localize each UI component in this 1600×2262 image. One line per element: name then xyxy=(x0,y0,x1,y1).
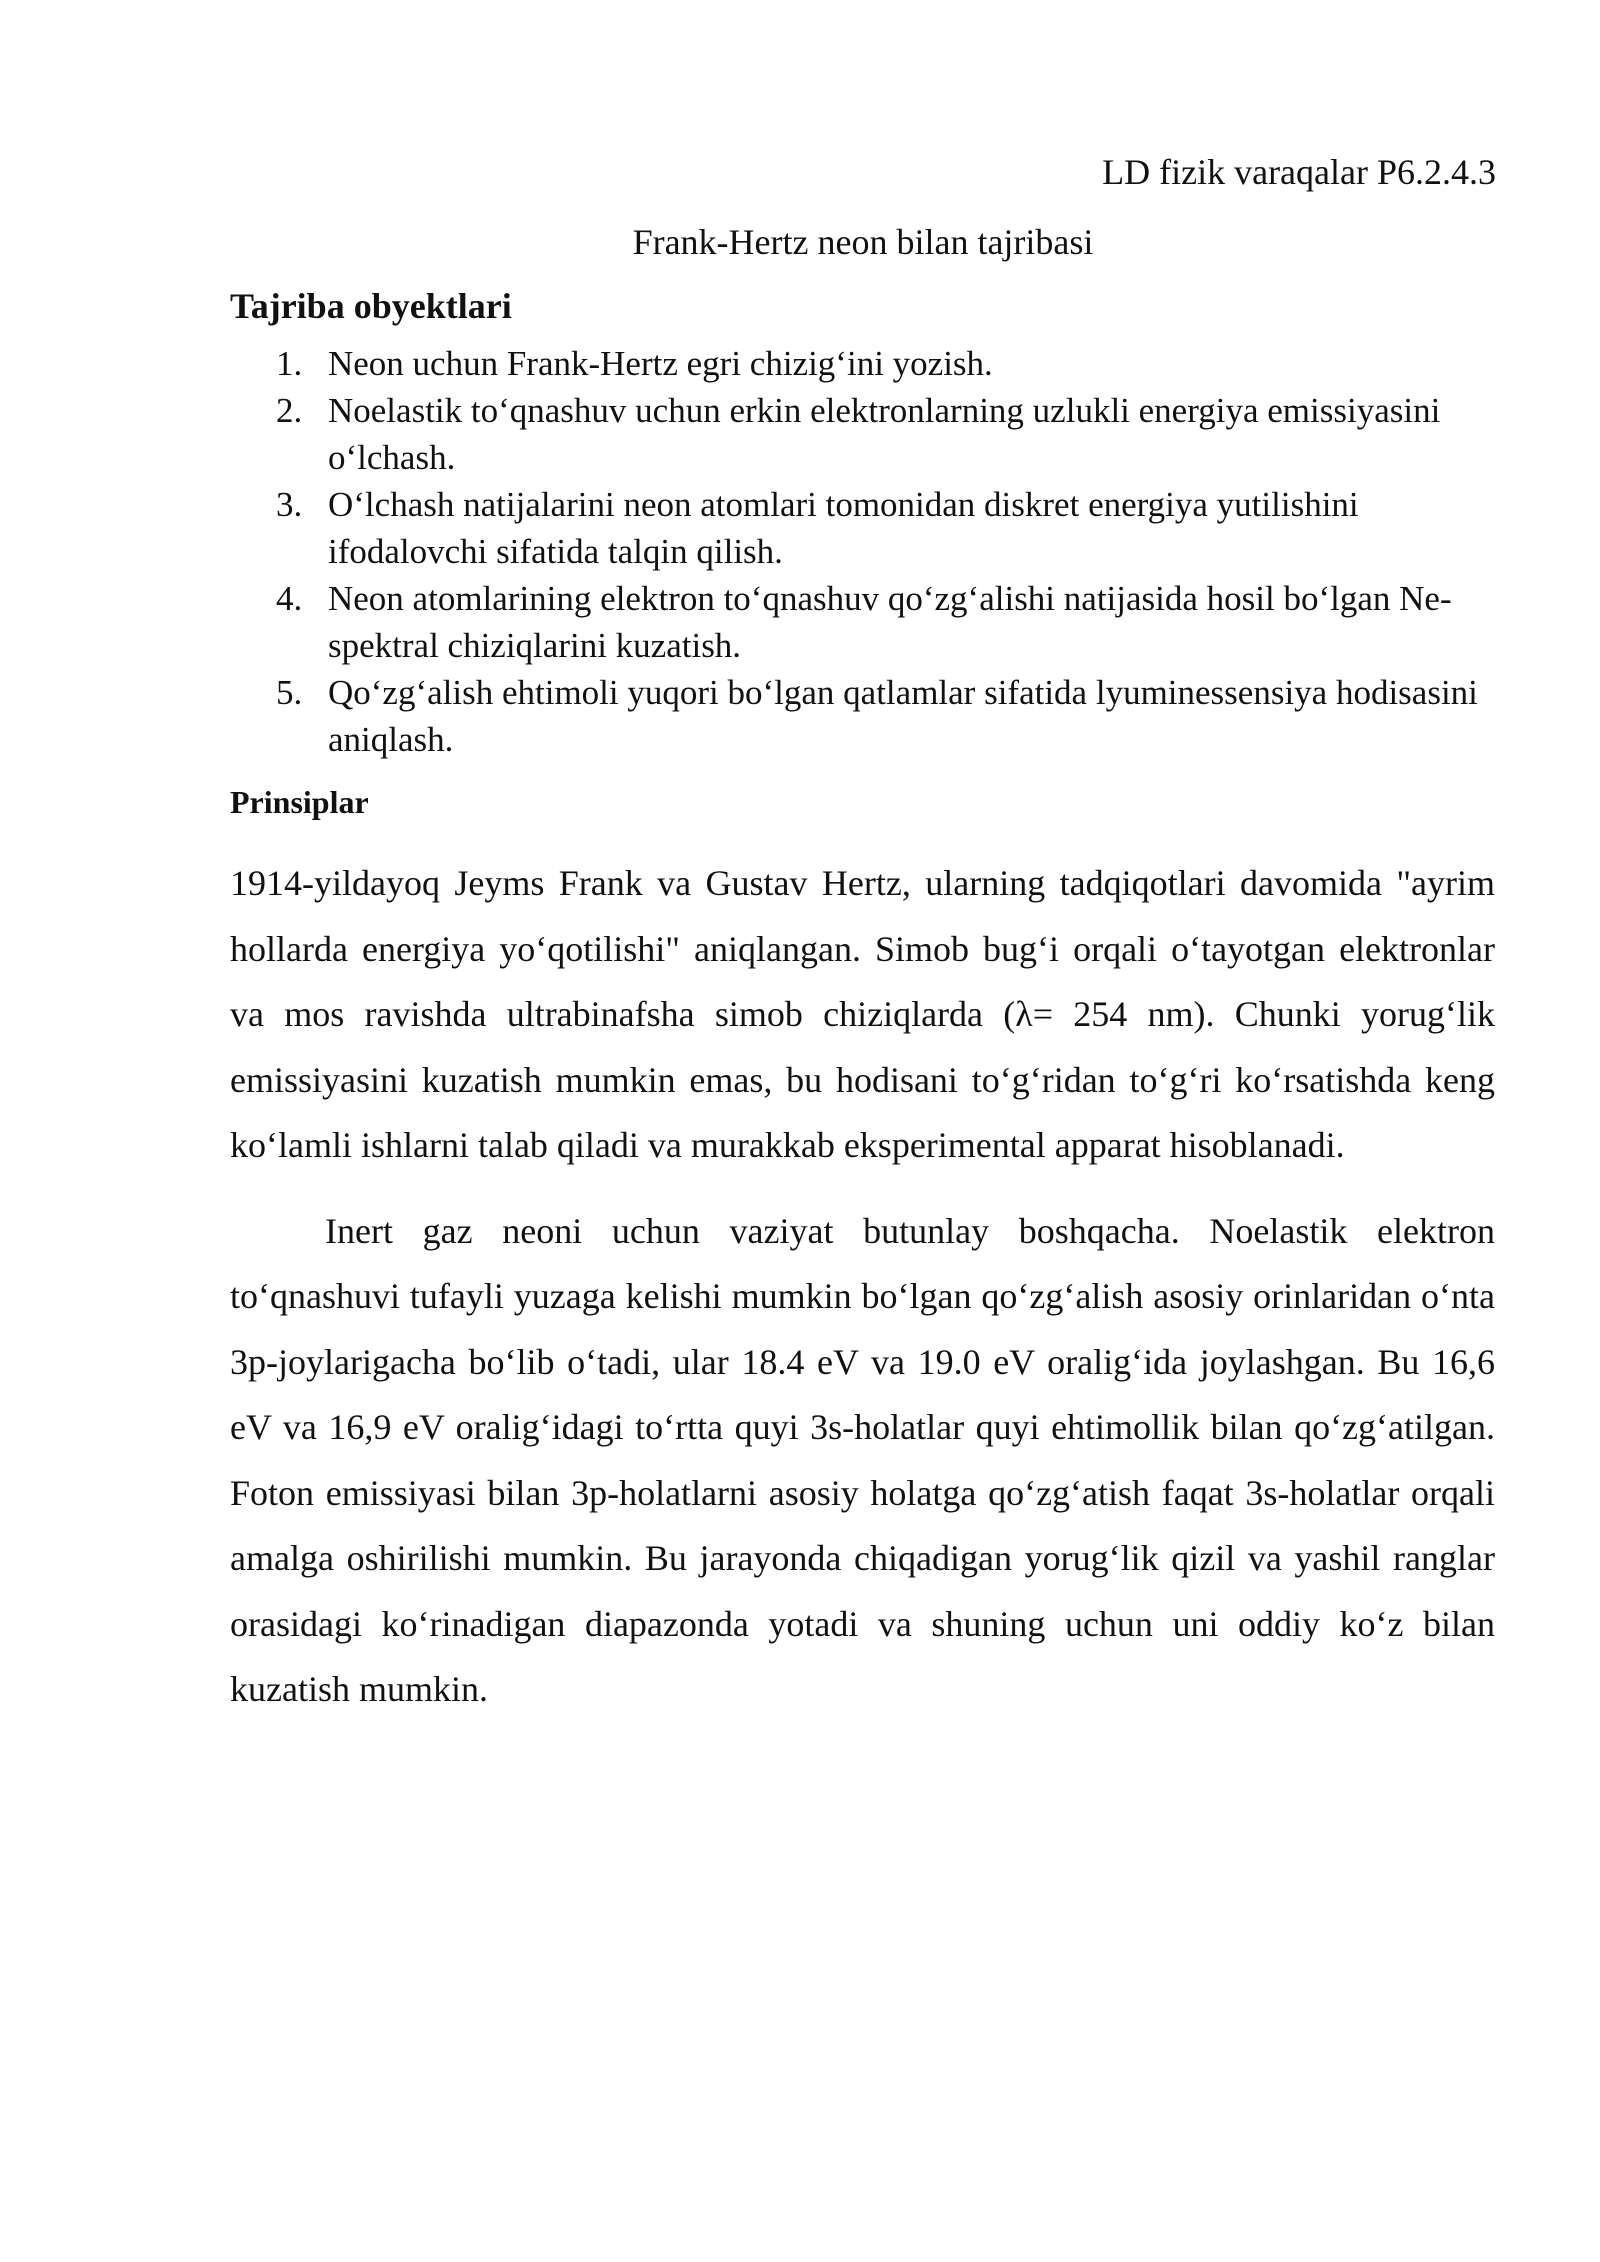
objective-item xyxy=(230,481,1495,575)
objective-text: Neon atomlarining elektron to‘qnashuv qo‘zg‘alishi natijasida hosil bo‘lgan Ne-spektral chiziqlarini kuzatish. xyxy=(328,579,1452,665)
objective-number: 4. xyxy=(276,579,303,618)
objective-text: Neon uchun Frank-Hertz egri chizig‘ini yozish. xyxy=(328,344,993,383)
objectives-list xyxy=(230,340,1495,763)
principles-paragraph: 1914-yildayoq Jeyms Frank va Gustav Hertz, ularning tadqiqotlari davomida "ayrim hollarda energiya yo‘qotilishi" aniqlangan. Simob bug‘i orqali o‘tayotgan elektronlar va mos ravishda ultrabinafsha simob chiziqlarda (λ= 254 nm). Chunki yorug‘lik emissiyasini kuzatish mumkin emas, bu hodisani to‘g‘ridan to‘g‘ri ko‘rsatishda keng ko‘lamli ishlarni talab qiladi va murakkab eksperimental apparat hisoblanadi. xyxy=(230,863,1495,1165)
objective-number: 2. xyxy=(276,391,303,430)
objective-text: Noelastik to‘qnashuv uchun erkin elektronlarning uzlukli energiya emissiyasini o‘lchash. xyxy=(328,391,1441,477)
objective-text: O‘lchash natijalarini neon atomlari tomonidan diskret energiya yutilishini ifodalovchi sifatida talqin qilish. xyxy=(328,485,1359,571)
objective-item xyxy=(230,575,1495,669)
document-title: Frank-Hertz neon bilan tajribasi xyxy=(632,222,1094,262)
document-reference: LD fizik varaqalar P6.2.4.3 xyxy=(1102,152,1496,192)
objective-number: 5. xyxy=(276,673,303,712)
principles-heading: Prinsiplar xyxy=(230,784,369,820)
objective-item xyxy=(230,340,1495,387)
document-body xyxy=(230,284,1495,1723)
objectives-heading: Tajriba obyektlari xyxy=(230,286,512,326)
objective-item xyxy=(230,669,1495,763)
principles-paragraph: Inert gaz neoni uchun vaziyat butunlay boshqacha. Noelastik elektron to‘qnashuvi tufayli yuzaga kelishi mumkin bo‘lgan qo‘zg‘alish asosiy orinlaridan o‘nta 3p-joylarigacha bo‘lib o‘tadi, ular 18.4 eV va 19.0 eV oralig‘ida joylashgan. Bu 16,6 eV va 16,9 eV oralig‘idagi to‘rtta quyi 3s-holatlar quyi ehtimollik bilan qo‘zg‘atilgan. Foton emissiyasi bilan 3p-holatlarni asosiy holatga qo‘zg‘atish faqat 3s-holatlar orqali amalga oshirilishi mumkin. Bu jarayonda chiqadigan yorug‘lik qizil va yashil ranglar orasidagi ko‘rinadigan diapazonda yotadi va shuning uchun uni oddiy ko‘z bilan kuzatish mumkin. xyxy=(230,1210,1495,1709)
objective-number: 1. xyxy=(276,344,303,383)
objective-item xyxy=(230,387,1495,481)
objective-text: Qo‘zg‘alish ehtimoli yuqori bo‘lgan qatlamlar sifatida lyuminessensiya hodisasini aniqlash. xyxy=(328,673,1478,759)
objective-number: 3. xyxy=(276,485,303,524)
